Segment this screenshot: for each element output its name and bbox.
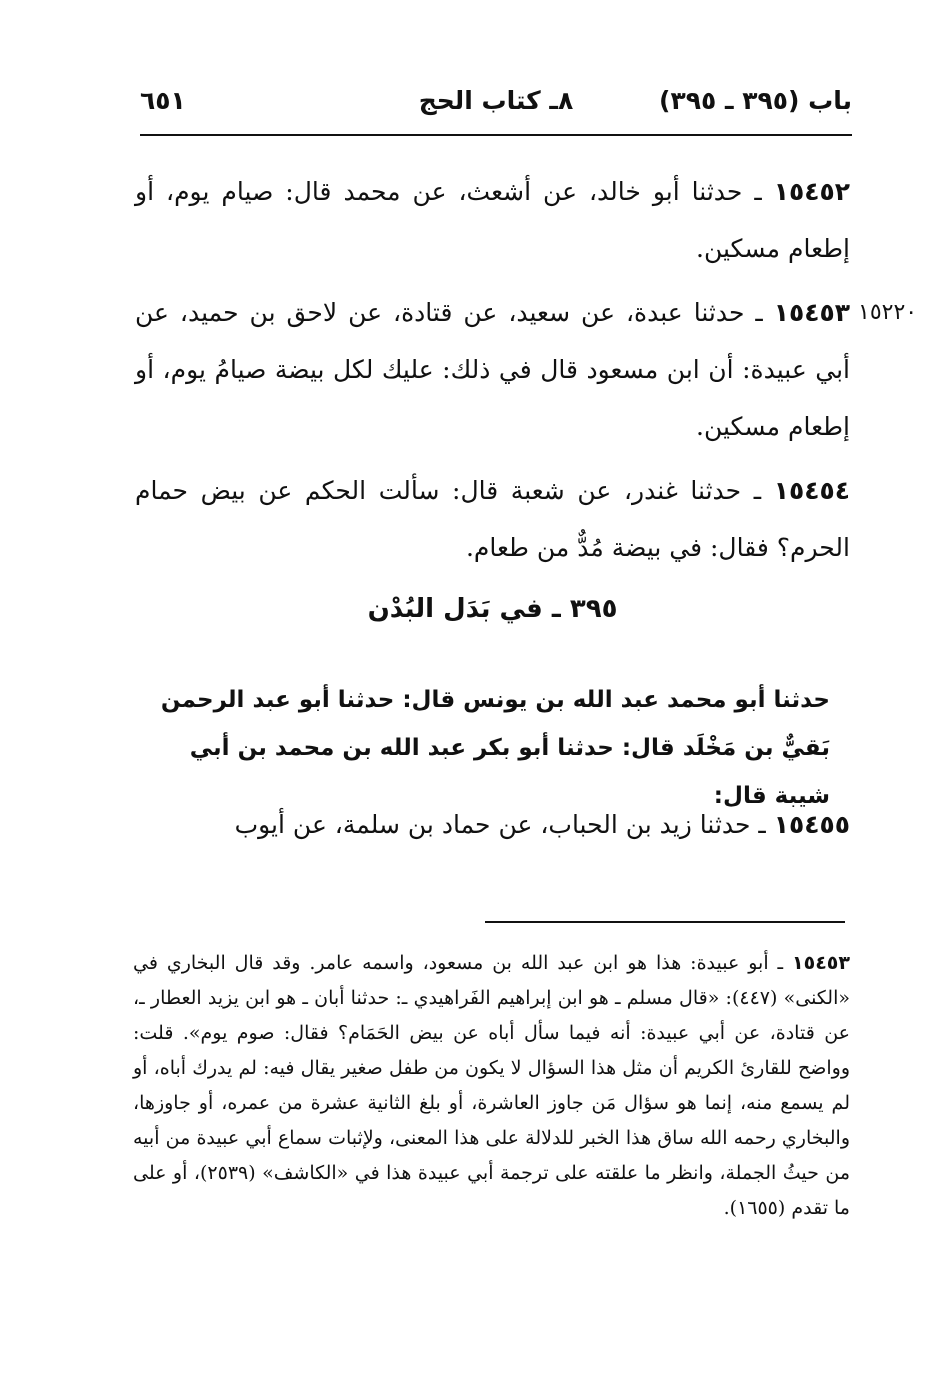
hadith-text: ـ حدثنا عبدة، عن سعيد، عن قتادة، عن لاحق بن حميد، عن أبي عبيدة: أن ابن مسعود قال في ذلك: عليك لكل بيضة صيامُ يوم، أو إطعام مسكين. — [135, 298, 850, 441]
header-rule — [140, 134, 852, 136]
hadith-text: ـ حدثنا أبو خالد، عن أشعث، عن محمد قال: صيام يوم، أو إطعام مسكين. — [135, 177, 850, 263]
hadith-15452 — [135, 163, 850, 277]
page-number: ٦٥١ — [140, 86, 186, 115]
chapter-range: باب (٣٩٥ ـ ٣٩٥) — [659, 86, 852, 115]
hadith-number: ١٥٤٥٥ — [773, 810, 850, 839]
hadith-15453 — [135, 284, 850, 455]
hadith-text: ـ حدثنا غندر، عن شعبة قال: سألت الحكم عن بيض حمام الحرم؟ فقال: في بيضة مُدٌّ من طعام. — [135, 476, 850, 562]
chapter-heading: ٣٩٥ ـ في بَدَل البُدْن — [367, 594, 618, 624]
hadith-number: ١٥٤٥٢ — [773, 177, 850, 206]
hadith-number: ١٥٤٥٤ — [773, 476, 850, 505]
book-title: ٨ـ كتاب الحج — [418, 86, 574, 115]
running-header — [140, 86, 852, 126]
hadith-15455 — [135, 796, 850, 853]
hadith-text: ـ حدثنا زيد بن الحباب، عن حماد بن سلمة، عن أيوب — [234, 810, 774, 839]
footnote — [133, 946, 850, 1226]
margin-reference: ١٥٢٢٠ — [858, 300, 918, 325]
hadith-15454 — [135, 462, 850, 576]
footnote-rule — [485, 921, 845, 923]
hadith-number: ١٥٤٥٣ — [773, 298, 850, 327]
footnote-text: ـ أبو عبيدة: هذا هو ابن عبد الله بن مسعود، واسمه عامر. وقد قال البخاري في «الكنى» (٤٤٧): «قال مسلم ـ هو ابن إبراهيم الفَراهيدي ـ: حدثنا أبان ـ هو ابن يزيد العطار ـ، عن قتادة، عن أبي عبيدة: أنه فيما سأل أباه عن بيض الحَمَام؟ فقال: صوم يوم». قلت: وواضح للقارئ الكريم أن مثل هذا السؤال لا يكون من طفل صغير يقال فيه: لم يدرك أباه، أو لم يسمع منه، إنما هو سؤال مَن جاوز العاشرة، أو بلغ الثانية عشرة من عمره، أو جاوزها، والبخاري رحمه الله ساق هذا الخبر للدلالة على هذا المعنى، ولإثبات سماع أبي عبيدة من أبيه من حيثُ الجملة، وانظر ما علقته على ترجمة أبي عبيدة هذا في «الكاشف» (٢٥٣٩)، أو على ما تقدم (١٦٥٥). — [133, 952, 850, 1219]
isnad-chain: حدثنا أبو محمد عبد الله بن يونس قال: حدثنا أبو عبد الرحمن بَقيٌّ بن مَخْلَد قال: حدثنا أبو بكر عبد الله بن محمد بن أبي شيبة قال: — [160, 687, 830, 809]
footnote-number: ١٥٤٥٣ — [792, 952, 850, 974]
